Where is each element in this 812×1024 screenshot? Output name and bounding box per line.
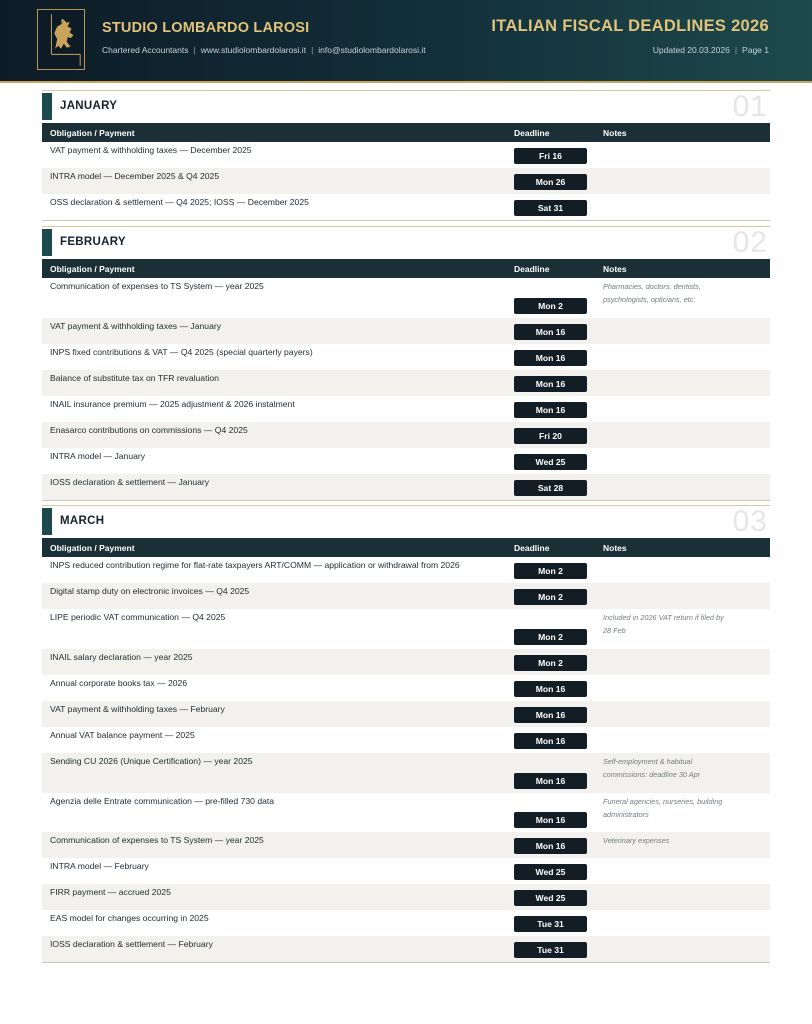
obligation-text: EAS model for changes occurring in 2025 bbox=[50, 913, 209, 923]
row-note: Self-employment & habitual commissions: deadline 30 Apr bbox=[603, 757, 701, 779]
table-row bbox=[42, 422, 770, 448]
section-divider bbox=[42, 90, 770, 91]
month-heading bbox=[42, 90, 770, 123]
obligation-text: IOSS declaration & settlement — January bbox=[50, 477, 210, 487]
month-accent-bar bbox=[42, 229, 52, 256]
obligation-text: Digital stamp duty on electronic invoices — Q4 2025 bbox=[50, 586, 250, 596]
deadline-badge: Mon 2 bbox=[514, 655, 587, 671]
column-header-obligation: Obligation / Payment bbox=[50, 543, 135, 553]
obligation-text: Agenzia delle Entrate communication — pre-filled 730 data bbox=[50, 796, 275, 806]
lion-rampant-icon bbox=[37, 9, 85, 70]
deadline-badge: Sat 31 bbox=[514, 200, 587, 216]
deadline-badge: Mon 2 bbox=[514, 629, 587, 645]
logo-graphic bbox=[38, 10, 84, 69]
table-row bbox=[42, 884, 770, 910]
section-bottom-rule bbox=[42, 500, 770, 501]
deadline-badge: Mon 16 bbox=[514, 812, 587, 828]
obligation-text: INAIL salary declaration — year 2025 bbox=[50, 652, 193, 662]
table-row bbox=[42, 448, 770, 474]
month-accent-bar bbox=[42, 508, 52, 535]
document-title: ITALIAN FISCAL DEADLINES 2026 bbox=[491, 17, 769, 35]
deadline-badge: Mon 2 bbox=[514, 298, 587, 314]
table-row bbox=[42, 701, 770, 727]
month-number: 02 bbox=[732, 226, 768, 259]
month-heading bbox=[42, 226, 770, 259]
obligation-text: LIPE periodic VAT communication — Q4 2025 bbox=[50, 612, 226, 622]
deadline-badge: Mon 16 bbox=[514, 681, 587, 697]
month-name: JANUARY bbox=[60, 100, 118, 112]
month-heading bbox=[42, 505, 770, 538]
obligation-text: VAT payment & withholding taxes — January bbox=[50, 321, 222, 331]
page-header bbox=[0, 0, 812, 83]
deadline-badge: Mon 16 bbox=[514, 773, 587, 789]
obligation-text: OSS declaration & settlement — Q4 2025; IOSS — December 2025 bbox=[50, 197, 309, 207]
section-bottom-rule bbox=[42, 962, 770, 963]
table-header bbox=[42, 538, 770, 557]
deadline-badge: Mon 2 bbox=[514, 563, 587, 579]
obligation-text: INAIL insurance premium — 2025 adjustment & 2026 instalment bbox=[50, 399, 295, 409]
column-header-deadline: Deadline bbox=[514, 264, 550, 274]
month-number: 03 bbox=[732, 505, 768, 538]
row-note: Pharmacies, doctors, dentists, psychologists, opticians, etc. bbox=[603, 282, 701, 304]
section-divider bbox=[42, 226, 770, 227]
obligation-text: INPS fixed contributions & VAT — Q4 2025 (special quarterly payers) bbox=[50, 347, 313, 357]
column-header-notes: Notes bbox=[603, 543, 627, 553]
month-number: 01 bbox=[732, 90, 768, 123]
firm-website-link[interactable]: www.studiolombardolarosi.it bbox=[200, 45, 307, 55]
table-row bbox=[42, 370, 770, 396]
deadline-badge: Mon 16 bbox=[514, 376, 587, 392]
firm-role: Chartered Accountants bbox=[102, 45, 189, 55]
table-row bbox=[42, 793, 770, 832]
table-row bbox=[42, 609, 770, 649]
column-header-notes: Notes bbox=[603, 264, 627, 274]
table-row bbox=[42, 583, 770, 609]
table-row bbox=[42, 649, 770, 675]
month-name: FEBRUARY bbox=[60, 236, 126, 248]
row-note: Funeral agencies, nurseries, building administrators bbox=[603, 797, 723, 819]
table-header bbox=[42, 259, 770, 278]
deadline-badge: Mon 2 bbox=[514, 589, 587, 605]
obligation-text: Communication of expenses to TS System — year 2025 bbox=[50, 281, 264, 291]
document-meta: Updated 20.03.2026 | Page 1 bbox=[652, 45, 769, 55]
month-accent-bar bbox=[42, 93, 52, 120]
obligation-text: VAT payment & withholding taxes — December 2025 bbox=[50, 145, 252, 155]
page-number: Page 1 bbox=[742, 45, 769, 55]
deadline-badge: Fri 20 bbox=[514, 428, 587, 444]
table-row bbox=[42, 936, 770, 962]
table-header bbox=[42, 123, 770, 142]
firm-name: STUDIO LOMBARDO LAROSI bbox=[102, 20, 310, 36]
obligation-text: Communication of expenses to TS System — year 2025 bbox=[50, 835, 264, 845]
deadline-badge: Mon 16 bbox=[514, 707, 587, 723]
deadline-badge: Tue 31 bbox=[514, 942, 587, 958]
firm-contacts: Chartered Accountants | www.studiolombardolarosi.it | info@studiolombardolarosi.it bbox=[102, 45, 426, 55]
obligation-text: IOSS declaration & settlement — February bbox=[50, 939, 213, 949]
table-row bbox=[42, 727, 770, 753]
column-header-deadline: Deadline bbox=[514, 128, 550, 138]
table-row bbox=[42, 318, 770, 344]
obligation-text: Balance of substitute tax on TFR revaluation bbox=[50, 373, 219, 383]
obligation-text: VAT payment & withholding taxes — February bbox=[50, 704, 225, 714]
obligation-text: INTRA model — December 2025 & Q4 2025 bbox=[50, 171, 220, 181]
table-row bbox=[42, 753, 770, 793]
section-divider bbox=[42, 505, 770, 506]
table-row bbox=[42, 142, 770, 168]
table-row bbox=[42, 858, 770, 884]
obligation-text: FIRR payment — accrued 2025 bbox=[50, 887, 171, 897]
obligation-text: Annual VAT balance payment — 2025 bbox=[50, 730, 195, 740]
table-row bbox=[42, 168, 770, 194]
row-note: Veterinary expenses bbox=[603, 836, 670, 845]
obligation-text: INPS reduced contribution regime for flat-rate taxpayers ART/COMM — application or withdrawal from 2026 bbox=[50, 560, 460, 570]
table-row bbox=[42, 396, 770, 422]
month-name: MARCH bbox=[60, 515, 105, 527]
obligation-text: INTRA model — February bbox=[50, 861, 149, 871]
table-row bbox=[42, 344, 770, 370]
column-header-obligation: Obligation / Payment bbox=[50, 128, 135, 138]
obligation-text: INTRA model — January bbox=[50, 451, 146, 461]
deadline-badge: Mon 16 bbox=[514, 402, 587, 418]
deadline-badge: Mon 16 bbox=[514, 733, 587, 749]
obligation-text: Annual corporate books tax — 2026 bbox=[50, 678, 188, 688]
deadline-badge: Mon 16 bbox=[514, 350, 587, 366]
deadline-badge: Tue 31 bbox=[514, 916, 587, 932]
column-header-obligation: Obligation / Payment bbox=[50, 264, 135, 274]
deadline-badge: Mon 16 bbox=[514, 324, 587, 340]
deadline-badge: Fri 16 bbox=[514, 148, 587, 164]
table-row bbox=[42, 832, 770, 858]
table-row bbox=[42, 194, 770, 220]
section-bottom-rule bbox=[42, 220, 770, 221]
obligation-text: Enasarco contributions on commissions — Q4 2025 bbox=[50, 425, 248, 435]
column-header-deadline: Deadline bbox=[514, 543, 550, 553]
deadline-badge: Wed 25 bbox=[514, 454, 587, 470]
deadline-badge: Mon 26 bbox=[514, 174, 587, 190]
firm-email-link[interactable]: info@studiolombardolarosi.it bbox=[318, 45, 426, 55]
table-row bbox=[42, 675, 770, 701]
updated-date: Updated 20.03.2026 bbox=[652, 45, 730, 55]
table-row bbox=[42, 910, 770, 936]
row-note: Included in 2026 VAT return if filed by 28 Feb bbox=[603, 613, 724, 635]
deadline-badge: Wed 25 bbox=[514, 864, 587, 880]
deadline-badge: Sat 28 bbox=[514, 480, 587, 496]
table-row bbox=[42, 278, 770, 318]
deadline-badge: Mon 16 bbox=[514, 838, 587, 854]
table-row bbox=[42, 474, 770, 500]
deadline-badge: Wed 25 bbox=[514, 890, 587, 906]
column-header-notes: Notes bbox=[603, 128, 627, 138]
obligation-text: Sending CU 2026 (Unique Certification) — year 2025 bbox=[50, 756, 253, 766]
table-row bbox=[42, 557, 770, 583]
